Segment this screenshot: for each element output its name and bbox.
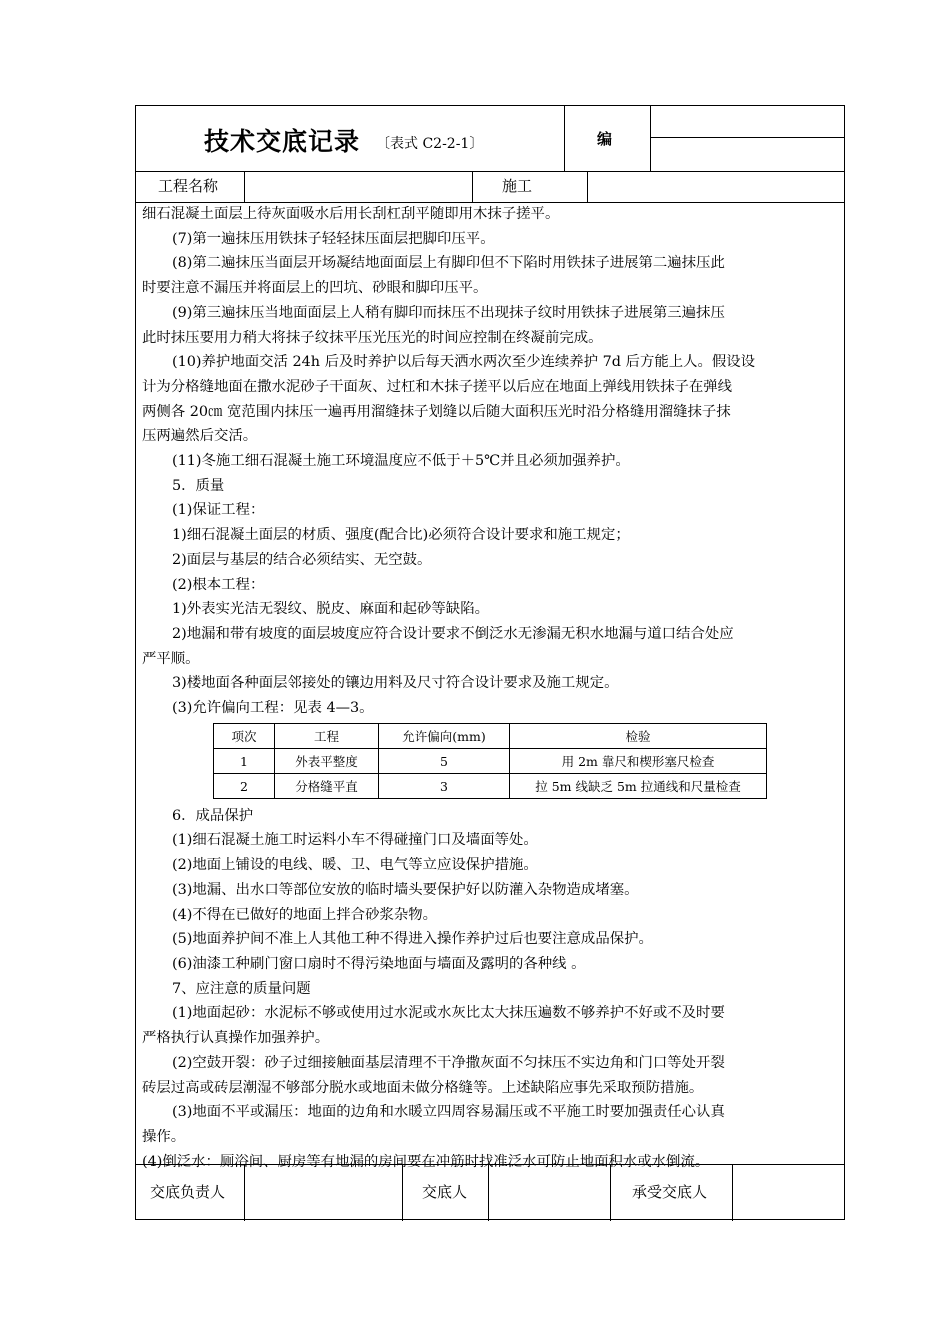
table-header-cell: 项次 <box>214 724 275 749</box>
text-line: 严平顺。 <box>142 650 200 667</box>
content-body <box>142 202 840 1174</box>
text-line: (11)冬施工细石混凝土施工环境温度应不低于＋5℃并且必须加强养护。 <box>172 453 630 470</box>
text-line: 计为分格缝地面在撒水泥砂子干面灰、过杠和木抹子搓平以后应在地面上弹线用铁抹子在弹线 <box>142 378 733 395</box>
text-line: 1)外表实光洁无裂纹、脱皮、麻面和起砂等缺陷。 <box>172 601 489 618</box>
section-heading: 7、应注意的质量问题 <box>172 980 311 997</box>
project-info-row <box>136 171 844 203</box>
form-code: 〔表式 C2-2-1〕 <box>376 136 484 152</box>
receiver-field[interactable] <box>733 1165 844 1221</box>
text-line: (8)第二遍抹压当面层开场凝结地面面层上有脚印但不下陷时用铁抹子进展第二遍抹压此 <box>172 255 725 272</box>
project-name-field[interactable] <box>245 171 472 202</box>
form-header <box>136 106 844 172</box>
text-line: 操作。 <box>142 1128 186 1145</box>
signature-row <box>136 1164 844 1221</box>
text-line: 此时抹压要用力稍大将抹子纹抹平压光压光的时间应控制在终凝前完成。 <box>142 329 603 346</box>
table-cell: 2 <box>214 774 275 799</box>
text-line: (1)保证工程： <box>172 502 265 519</box>
table-cell: 外表平整度 <box>275 749 379 774</box>
text-line: 细石混凝土面层上待灰面吸水后用长刮杠刮平随即用木抹子搓平。 <box>142 206 560 222</box>
table-cell: 拉 5m 线缺乏 5m 拉通线和尺量检查 <box>510 774 767 799</box>
form-title: 技术交底记录 <box>204 127 361 156</box>
project-name-label: 工程名称 <box>158 177 219 195</box>
construction-field[interactable] <box>588 171 844 202</box>
record-form <box>135 105 845 1220</box>
table-row <box>214 774 767 799</box>
section-heading: 5．质量 <box>172 477 225 494</box>
text-line: 2)面层与基层的结合必须结实、无空鼓。 <box>172 551 432 568</box>
text-line: (5)地面养护间不准上人其他工种不得进入操作养护过后也要注意成品保护。 <box>172 931 653 948</box>
text-line: (4)不得在已做好的地面上拌合砂浆杂物。 <box>172 906 438 923</box>
text-line: 2)地漏和带有坡度的面层坡度应符合设计要求不倒泛水无渗漏无积水地漏与道口结合处应 <box>172 625 734 642</box>
text-line: 严格执行认真操作加强养护。 <box>142 1030 330 1047</box>
number-label: 编 <box>597 130 613 148</box>
handover-lead-field[interactable] <box>245 1165 402 1221</box>
table-row <box>214 749 767 774</box>
handover-label: 交底人 <box>422 1183 468 1201</box>
table-header-cell: 工程 <box>275 724 379 749</box>
table-cell: 分格缝平直 <box>275 774 379 799</box>
text-line: 两侧各 20㎝ 宽范围内抹压一遍再用溜缝抹子划缝以后随大面积压光时沿分格缝用溜缝抹子抹 <box>142 403 731 420</box>
table-cell: 用 2m 靠尺和楔形塞尺检查 <box>510 749 767 774</box>
section-heading: 6．成品保护 <box>172 807 254 824</box>
handover-lead-label: 交底负责人 <box>150 1183 226 1201</box>
text-line: (3)允许偏向工程：见表 4—3。 <box>172 700 374 717</box>
title-cell <box>136 106 565 171</box>
text-line: (6)油漆工种刷门窗口扇时不得污染地面与墙面及露明的各种线 。 <box>172 955 586 972</box>
text-line: (3)地漏、出水口等部位安放的临时墙头要保护好以防灌入杂物造成堵塞。 <box>172 881 639 898</box>
handover-field[interactable] <box>489 1165 610 1221</box>
text-line: (2)根本工程： <box>172 576 265 593</box>
text-line: 1)细石混凝土面层的材质、强度(配合比)必须符合设计要求和施工规定； <box>172 527 630 544</box>
table-header-row <box>214 724 767 749</box>
table-header-cell: 允许偏向(mm) <box>379 724 510 749</box>
divider <box>472 171 473 202</box>
text-line: 3)楼地面各种面层邻接处的镶边用料及尺寸符合设计要求及施工规定。 <box>172 675 619 692</box>
divider <box>610 1165 611 1221</box>
text-line: (2)空鼓开裂：砂子过细接触面基层清理不干净撒灰面不匀抹压不实边角和门口等处开裂 <box>172 1054 725 1071</box>
text-line: (4)倒泛水：厕浴间、厨房等有地漏的房间要在冲筋时找准泛水可防止地面积水或水倒流。 <box>142 1153 710 1170</box>
construction-label: 施工 <box>502 177 533 195</box>
text-line: 砖层过高或砖层潮湿不够部分脱水或地面未做分格缝等。上述缺陷应事先采取预防措施。 <box>142 1079 704 1096</box>
text-line: (9)第三遍抹压当地面面层上人稍有脚印而抹压不出现抹子纹时用铁抹子进展第三遍抹压 <box>172 304 725 321</box>
text-line: (10)养护地面交活 24h 后及时养护以后每天洒水两次至少连续养护 7d 后方能上人。假设设 <box>172 354 756 371</box>
tolerance-table <box>213 723 767 799</box>
number-label-cell <box>565 106 651 171</box>
number-divider <box>651 137 844 138</box>
text-line: (1)地面起砂：水泥标不够或使用过水泥或水灰比太大抹压遍数不够养护不好或不及时要 <box>172 1005 725 1022</box>
divider <box>402 1165 403 1221</box>
text-line: (3)地面不平或漏压：地面的边角和水暖立四周容易漏压或不平施工时要加强责任心认真 <box>172 1104 725 1121</box>
text-line: (7)第一遍抹压用铁抹子轻轻抹压面层把脚印压平。 <box>172 230 495 247</box>
receiver-label: 承受交底人 <box>632 1183 708 1201</box>
table-header-cell: 检验 <box>510 724 767 749</box>
table-cell: 3 <box>379 774 510 799</box>
text-line: 压两遍然后交活。 <box>142 428 258 445</box>
table-cell: 1 <box>214 749 275 774</box>
text-line: (1)细石混凝土施工时运料小车不得碰撞门口及墙面等处。 <box>172 832 538 849</box>
text-line: (2)地面上铺设的电线、暖、卫、电气等立应设保护措施。 <box>172 857 538 874</box>
text-line: 时要注意不漏压并将面层上的凹坑、砂眼和脚印压平。 <box>142 280 488 297</box>
table-cell: 5 <box>379 749 510 774</box>
